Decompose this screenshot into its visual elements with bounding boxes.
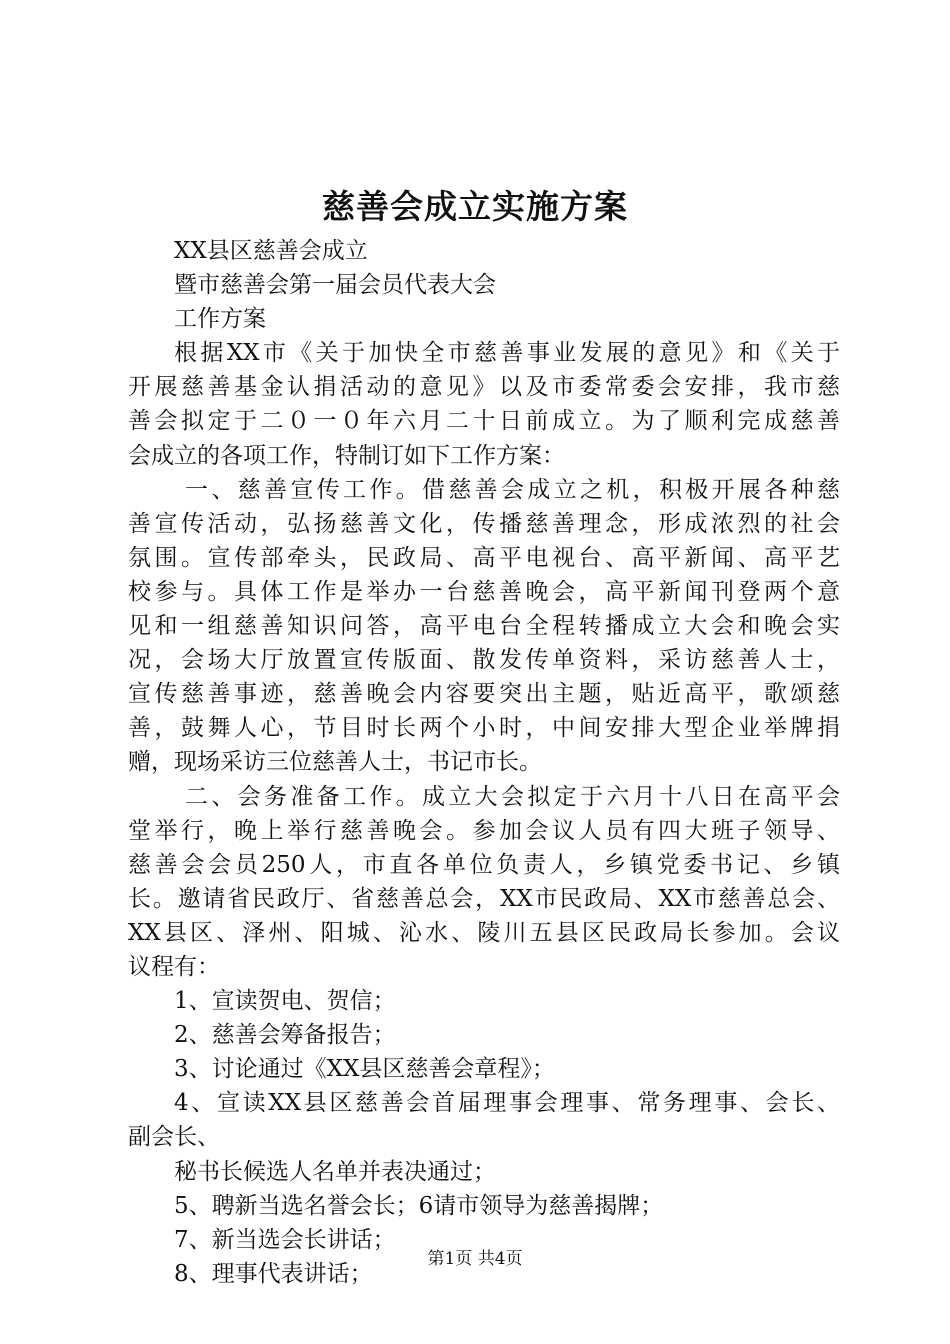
agenda-item: 7、新当选会长讲话； bbox=[174, 1226, 396, 1253]
paragraph-intro-line: 善会拟定于二０一０年六月二十日前成立。为了顺利完成慈善 bbox=[128, 408, 840, 435]
section-1-line: 善宣传活动，弘扬慈善文化，传播慈善理念，形成浓烈的社会 bbox=[128, 510, 840, 537]
agenda-item: 2、慈善会筹备报告； bbox=[174, 1022, 396, 1049]
heading-line-1: XX县区慈善会成立 bbox=[174, 238, 368, 264]
section-1-line: 善，鼓舞人心，节目时长两个小时，中间安排大型企业举牌捐 bbox=[128, 715, 840, 742]
heading-line-2: 暨市慈善会第一届会员代表大会 bbox=[174, 272, 496, 299]
section-2-line: 堂举行，晚上举行慈善晚会。参加会议人员有四大班子领导、 bbox=[128, 817, 840, 844]
agenda-item-continuation: 秘书长候选人名单并表决通过； bbox=[174, 1158, 496, 1185]
agenda-item: 5、聘新当选名誉会长；6请市领导为慈善揭牌； bbox=[174, 1192, 664, 1219]
section-2-line: 慈善会会员250人，市直各单位负责人，乡镇党委书记、乡镇 bbox=[128, 851, 840, 878]
section-1-line: 校参与。具体工作是举办一台慈善晚会，高平新闻刊登两个意 bbox=[128, 578, 840, 605]
section-2-line: XX县区、泽州、阳城、沁水、陵川五县区民政局长参加。会议 bbox=[128, 919, 840, 946]
section-2-line: 议程有： bbox=[128, 953, 220, 980]
agenda-item: 8、理事代表讲话； bbox=[174, 1260, 373, 1287]
agenda-item: 4、宣读XX县区慈善会首届理事会理事、常务理事、会长、 bbox=[174, 1090, 840, 1117]
section-1-line: 氛围。宣传部牵头，民政局、高平电视台、高平新闻、高平艺 bbox=[128, 544, 840, 571]
section-1-line: 见和一组慈善知识问答，高平电台全程转播成立大会和晚会实 bbox=[128, 613, 840, 640]
agenda-item: 1、宣读贺电、贺信； bbox=[174, 988, 396, 1015]
document-title: 慈善会成立实施方案 bbox=[322, 187, 628, 226]
page-number: 第1页 共4页 bbox=[427, 1249, 523, 1269]
section-1-line: 一、慈善宣传工作。借慈善会成立之机，积极开展各种慈 bbox=[185, 476, 840, 503]
paragraph-intro-line: 会成立的各项工作，特制订如下工作方案： bbox=[128, 442, 565, 469]
paragraph-intro-line: 根据XX市《关于加快全市慈善事业发展的意见》和《关于 bbox=[174, 340, 840, 367]
section-2-line: 长。邀请省民政厅、省慈善总会，XX市民政局、XX市慈善总会、 bbox=[128, 885, 840, 912]
section-1-line: 宣传慈善事迹，慈善晚会内容要突出主题，贴近高平，歌颂慈 bbox=[128, 681, 840, 708]
section-1-line: 况，会场大厅放置宣传版面、散发传单资料，采访慈善人士， bbox=[128, 647, 840, 674]
agenda-item-continuation: 副会长、 bbox=[128, 1124, 220, 1151]
section-1-line: 赠，现场采访三位慈善人士，书记市长。 bbox=[128, 749, 542, 776]
section-2-line: 二、会务准备工作。成立大会拟定于六月十八日在高平会 bbox=[185, 783, 840, 810]
agenda-item: 3、讨论通过《XX县区慈善会章程》； bbox=[174, 1056, 555, 1083]
heading-line-3: 工作方案 bbox=[174, 306, 266, 333]
document-body bbox=[128, 234, 840, 1291]
paragraph-intro-line: 开展慈善基金认捐活动的意见》以及市委常委会安排，我市慈 bbox=[128, 374, 840, 401]
